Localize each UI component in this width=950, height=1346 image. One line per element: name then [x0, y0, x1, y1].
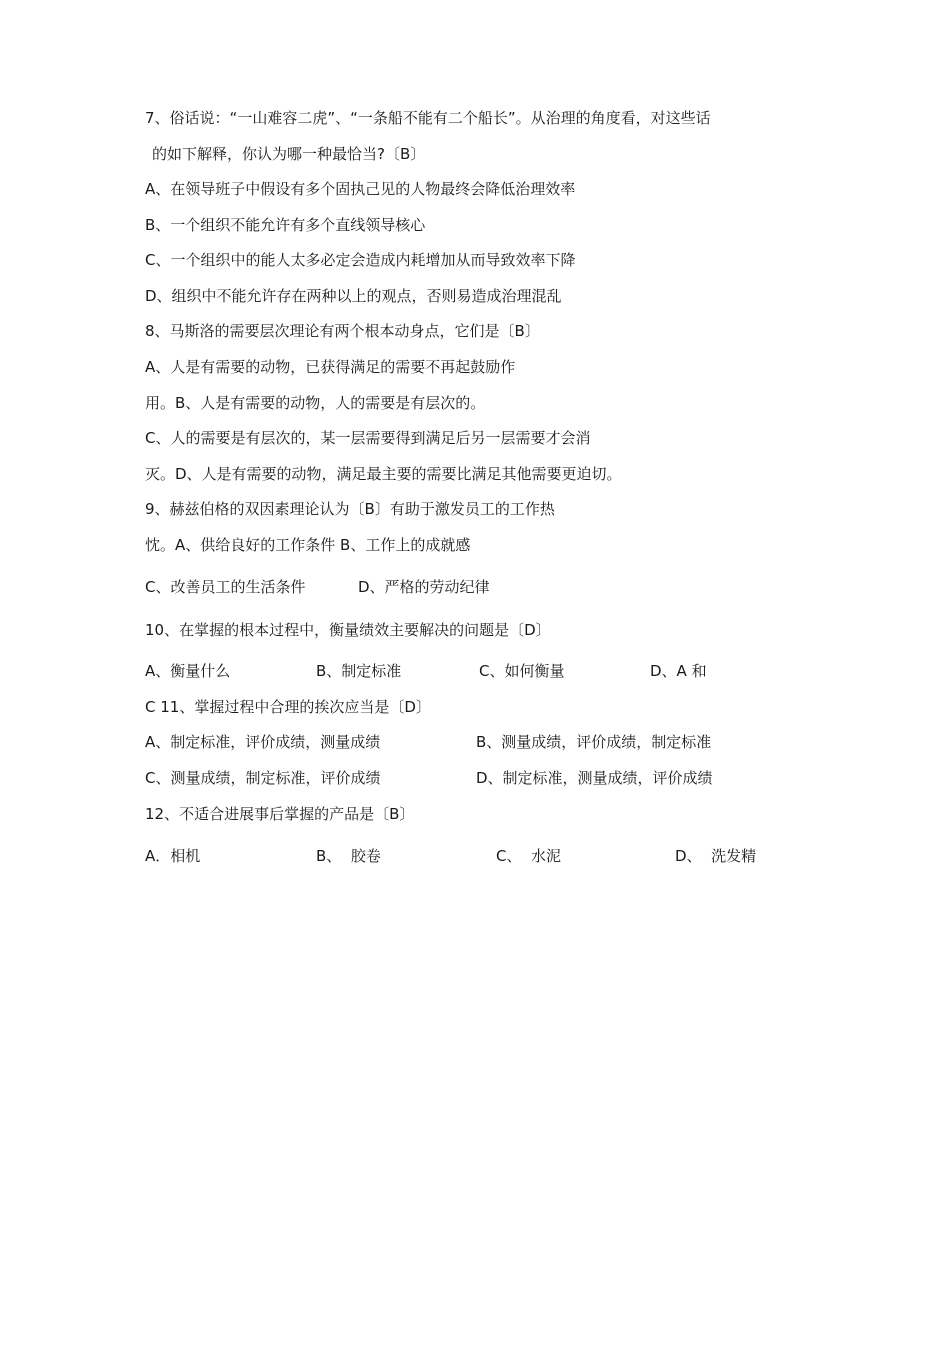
question-12-option-d: D、 洗发精 [675, 847, 757, 865]
question-8-line-1: A、人是有需要的动物，已获得满足的需要不再起鼓励作 [145, 358, 516, 376]
question-11-option-b: B、测量成绩，评价成绩，制定标准 [476, 733, 712, 751]
question-11-option-c: C、测量成绩，制定标准，评价成绩 [145, 769, 381, 787]
question-7-option-d: D、组织中不能允许存在两种以上的观点，否则易造成治理混乱 [145, 287, 562, 305]
question-10-stem: 10、在掌握的根本过程中，衡量绩效主要解决的问题是〔D〕 [145, 621, 551, 639]
question-7-stem-continued: 的如下解释，你认为哪一种最恰当?〔B〕 [152, 145, 426, 163]
question-10-option-a: A、衡量什么 [145, 662, 231, 680]
question-7-option-a: A、在领导班子中假设有多个固执己见的人物最终会降低治理效率 [145, 180, 576, 198]
question-12-option-b: B、 胶卷 [316, 847, 381, 865]
question-11-option-d: D、制定标准，测量成绩，评价成绩 [476, 769, 713, 787]
question-10-option-c: C、如何衡量 [479, 662, 565, 680]
question-12-stem: 12、不适合进展事后掌握的产品是〔B〕 [145, 805, 415, 823]
question-10-option-b: B、制定标准 [316, 662, 402, 680]
question-7-option-c: C、一个组织中的能人太多必定会造成内耗增加从而导致效率下降 [145, 251, 576, 269]
question-8-stem: 8、马斯洛的需要层次理论有两个根本动身点，它们是〔B〕 [145, 322, 540, 340]
question-12-option-a: A．相机 [145, 847, 201, 865]
question-11-option-a: A、制定标准，评价成绩，测量成绩 [145, 733, 381, 751]
question-12-option-c: C、 水泥 [496, 847, 562, 865]
question-10-option-d: D、A 和 [650, 662, 707, 680]
question-8-line-2: 用。B、人是有需要的动物，人的需要是有层次的。 [145, 394, 486, 412]
question-9-line-1: 忱。A、供给良好的工作条件 B、工作上的成就感 [145, 536, 471, 554]
question-7-option-b: B、一个组织不能允许有多个直线领导核心 [145, 216, 426, 234]
question-9-stem: 9、赫兹伯格的双因素理论认为〔B〕有助于激发员工的工作热 [145, 500, 555, 518]
question-8-line-3: C、人的需要是有层次的，某一层需要得到满足后另一层需要才会消 [145, 429, 591, 447]
question-11-stem: C 11、掌握过程中合理的挨次应当是〔D〕 [145, 698, 431, 716]
question-9-option-d: D、严格的劳动纪律 [358, 578, 490, 596]
question-9-option-c: C、改善员工的生活条件 [145, 578, 306, 596]
question-8-line-4: 灭。D、人是有需要的动物，满足最主要的需要比满足其他需要更迫切。 [145, 465, 622, 483]
question-7-stem: 7、俗话说：“一山难容二虎”、“一条船不能有二个船长”。从治理的角度看，对这些话 [145, 109, 711, 127]
